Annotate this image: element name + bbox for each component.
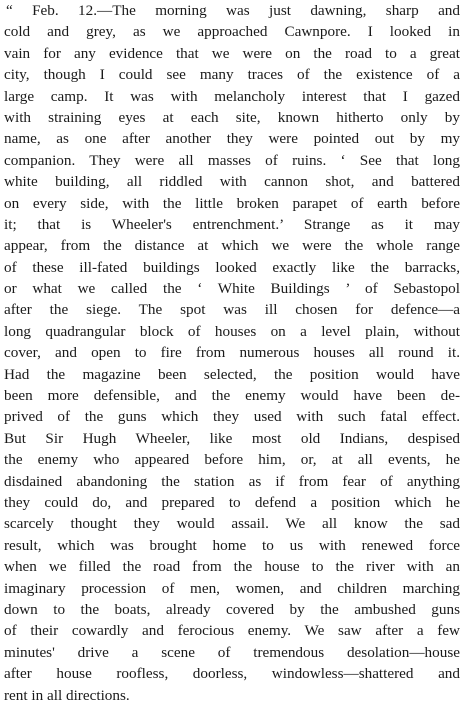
document-page	[4, 0, 460, 704]
text-line: on every side, with the little broken parapet of earth before	[4, 194, 460, 212]
text-line: result, which was brought home to us with renewed force	[4, 536, 460, 554]
text-line: cover, and open to fire from numerous houses all round it.	[4, 344, 460, 362]
text-line: scarcely thought they would assail. We all know the sad	[4, 515, 460, 533]
text-line: name, as one after another they were pointed out by my	[4, 130, 460, 148]
text-line: white building, all riddled with cannon shot, and battered	[4, 173, 460, 191]
text-line: it; that is Wheeler's entrenchment.’ Strange as it may	[4, 215, 460, 233]
text-line: But Sir Hugh Wheeler, like most old Indians, despised	[4, 429, 460, 447]
article-paragraph	[4, 0, 460, 706]
text-line: minutes' drive a scene of tremendous desolation—house	[4, 643, 460, 661]
text-line: prived of the guns which they used with such fatal effect.	[4, 408, 460, 426]
text-line: after house roofless, doorless, windowless—shattered and	[4, 665, 460, 683]
text-line: down to the boats, already covered by the ambushed guns	[4, 600, 460, 618]
text-line: appear, from the distance at which we were the whole range	[4, 237, 460, 255]
text-line: when we filled the road from the house to the river with an	[4, 558, 460, 576]
text-line: city, though I could see many traces of the existence of a	[4, 66, 460, 84]
text-line: rent in all directions.	[4, 686, 130, 704]
text-line: vain for any evidence that we were on the road to a great	[4, 44, 460, 62]
text-line: they could do, and prepared to defend a position which he	[4, 493, 460, 511]
text-line: been more defensible, and the enemy would have been de-	[4, 387, 460, 405]
text-line: cold and grey, as we approached Cawnpore. I looked in	[4, 23, 460, 41]
text-line: disdained abandoning the station as if from fear of anything	[4, 472, 460, 490]
text-line: companion. They were all masses of ruins. ‘ See that long	[4, 151, 460, 169]
text-line: with straining eyes at each site, known hitherto only by	[4, 108, 460, 126]
text-line: of their cowardly and ferocious enemy. We saw after a few	[4, 622, 460, 640]
text-line: large camp. It was with melancholy interest that I gazed	[4, 87, 460, 105]
text-line: long quadrangular block of houses on a level plain, without	[4, 322, 460, 340]
text-line: “ Feb. 12.—The morning was just dawning, sharp and	[6, 2, 460, 19]
text-line: imaginary procession of men, women, and children marching	[4, 579, 460, 597]
text-line: Had the magazine been selected, the position would have	[4, 365, 460, 383]
text-line: after the siege. The spot was ill chosen for defence—a	[4, 301, 460, 319]
text-line: of these ill-fated buildings looked exactly like the barracks,	[4, 258, 460, 276]
text-line: or what we called the ‘ White Buildings ’ of Sebastopol	[4, 280, 460, 298]
text-line: the enemy who appeared before him, or, at all events, he	[4, 451, 460, 469]
